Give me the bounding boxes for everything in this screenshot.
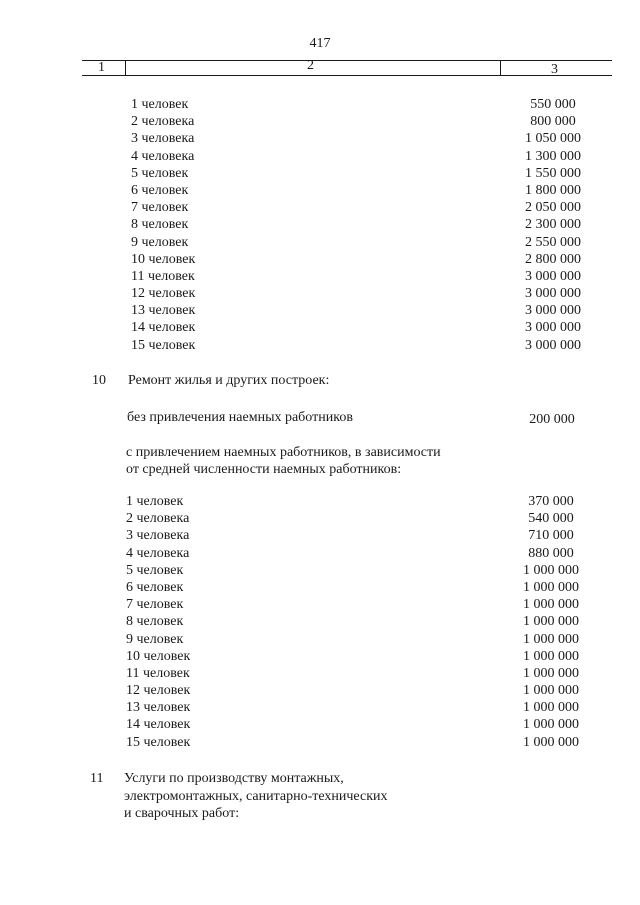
section-title: [124, 770, 388, 823]
list-item: [0, 493, 640, 510]
list-item-value: 3 000 000: [525, 320, 581, 336]
list-item-value: 2 800 000: [525, 251, 581, 267]
section-title-line-3: и сварочных работ:: [124, 806, 240, 821]
list-item-label: 8 человек: [126, 614, 184, 630]
list-item: [0, 251, 640, 268]
list-item-label: 9 человек: [126, 631, 184, 647]
list-item-label: 6 человек: [126, 579, 184, 595]
list-item-value: 540 000: [528, 511, 574, 527]
list-item: [0, 268, 640, 285]
list-item-value: 1 000 000: [523, 683, 579, 699]
list-item: [0, 302, 640, 319]
list-item-value: 880 000: [528, 545, 574, 561]
header-bottom-rule: [82, 75, 612, 76]
list-item: [0, 113, 640, 130]
list-item-label: 4 человека: [131, 148, 195, 164]
list-item-label: 2 человека: [126, 511, 190, 527]
list-item-label: 7 человек: [126, 597, 184, 613]
list-item: [0, 199, 640, 216]
section-number: 11: [90, 771, 104, 786]
no-hired-value: 200 000: [529, 412, 575, 427]
list-item: [0, 130, 640, 147]
list-item-value: 3 000 000: [525, 337, 581, 353]
with-hired-text: [126, 444, 441, 478]
header-divider-2: [500, 60, 501, 76]
list-item: [0, 734, 640, 751]
list-item-value: 1 050 000: [525, 131, 581, 147]
list-item: [0, 527, 640, 544]
list-item-label: 7 человек: [131, 200, 189, 216]
list-item: [0, 319, 640, 336]
list-item-value: 2 050 000: [525, 200, 581, 216]
list-item: [0, 613, 640, 630]
section-title: Ремонт жилья и других построек:: [128, 373, 330, 388]
list-item: [0, 545, 640, 562]
list-item: [0, 337, 640, 354]
list-item-value: 1 300 000: [525, 148, 581, 164]
list-item: [0, 165, 640, 182]
header-divider-1: [125, 60, 126, 76]
with-hired-line-1: с привлечением наемных работников, в зависимости: [126, 445, 441, 460]
list-item-value: 1 000 000: [523, 614, 579, 630]
list-item-value: 1 000 000: [523, 717, 579, 733]
list-item-label: 12 человек: [131, 286, 196, 302]
list-item-label: 1 человек: [131, 97, 189, 112]
list-item: [0, 148, 640, 165]
list-item: [0, 562, 640, 579]
list-item: [0, 699, 640, 716]
table-header: [82, 58, 612, 78]
list-item-value: 2 300 000: [525, 217, 581, 233]
list-item-label: 15 человек: [131, 337, 196, 353]
list-item-value: 1 000 000: [523, 648, 579, 664]
list-item-value: 800 000: [530, 114, 576, 130]
list-item-value: 3 000 000: [525, 286, 581, 302]
list-item: [0, 716, 640, 733]
list-item-label: 6 человек: [131, 182, 189, 198]
list-item: [0, 648, 640, 665]
list-item-label: 15 человек: [126, 734, 191, 750]
list-item: [0, 682, 640, 699]
list-item-label: 5 человек: [126, 562, 184, 578]
list-item-value: 3 000 000: [525, 268, 581, 284]
list-item: [0, 596, 640, 613]
list-item-value: 1 000 000: [523, 631, 579, 647]
list-item-value: 1 000 000: [523, 562, 579, 578]
list-item-label: 2 человека: [131, 114, 195, 130]
list-item: [0, 216, 640, 233]
list-item: [0, 285, 640, 302]
list-item: [0, 665, 640, 682]
no-hired-label: без привлечения наемных работников: [127, 410, 353, 425]
list-item-value: 1 000 000: [523, 665, 579, 681]
list-item: [0, 631, 640, 648]
page-number: 417: [309, 36, 331, 51]
with-hired-line-2: от средней численности наемных работников:: [126, 462, 402, 477]
list-item-label: 10 человек: [131, 251, 196, 267]
list-item: [0, 96, 640, 113]
list-item-value: 1 000 000: [523, 700, 579, 716]
section-title-line-1: Услуги по производству монтажных,: [124, 771, 344, 786]
list-item-value: 1 000 000: [523, 597, 579, 613]
list-item: [0, 234, 640, 251]
header-col-1: 1: [98, 60, 105, 75]
list-item-label: 13 человек: [131, 303, 196, 319]
rate-list-b: [0, 493, 640, 751]
list-item-value: 710 000: [528, 528, 574, 544]
list-item-value: 3 000 000: [525, 303, 581, 319]
list-item-label: 1 человек: [126, 494, 184, 509]
section-title-line-2: электромонтажных, санитарно-технических: [124, 788, 388, 804]
header-col-2: 2: [307, 58, 314, 73]
list-item: [0, 510, 640, 527]
list-item-label: 13 человек: [126, 700, 191, 716]
list-item-value: 1 000 000: [523, 734, 579, 750]
header-top-rule: [82, 60, 612, 61]
list-item-label: 3 человека: [126, 528, 190, 544]
list-item-label: 14 человек: [131, 320, 196, 336]
list-item-value: 550 000: [530, 97, 576, 112]
list-item-label: 10 человек: [126, 648, 191, 664]
list-item-value: 1 550 000: [525, 165, 581, 181]
rate-list-a: [0, 96, 640, 354]
list-item-label: 11 человек: [126, 665, 190, 681]
list-item-label: 9 человек: [131, 234, 189, 250]
list-item-label: 4 человека: [126, 545, 190, 561]
list-item: [0, 579, 640, 596]
list-item-label: 12 человек: [126, 683, 191, 699]
list-item: [0, 182, 640, 199]
list-item-value: 1 800 000: [525, 182, 581, 198]
list-item-value: 2 550 000: [525, 234, 581, 250]
list-item-label: 11 человек: [131, 268, 195, 284]
header-col-3: 3: [551, 62, 558, 77]
section-number: 10: [92, 373, 106, 388]
list-item-label: 5 человек: [131, 165, 189, 181]
list-item-value: 1 000 000: [523, 579, 579, 595]
list-item-label: 14 человек: [126, 717, 191, 733]
list-item-label: 8 человек: [131, 217, 189, 233]
list-item-label: 3 человека: [131, 131, 195, 147]
list-item-value: 370 000: [528, 494, 574, 509]
